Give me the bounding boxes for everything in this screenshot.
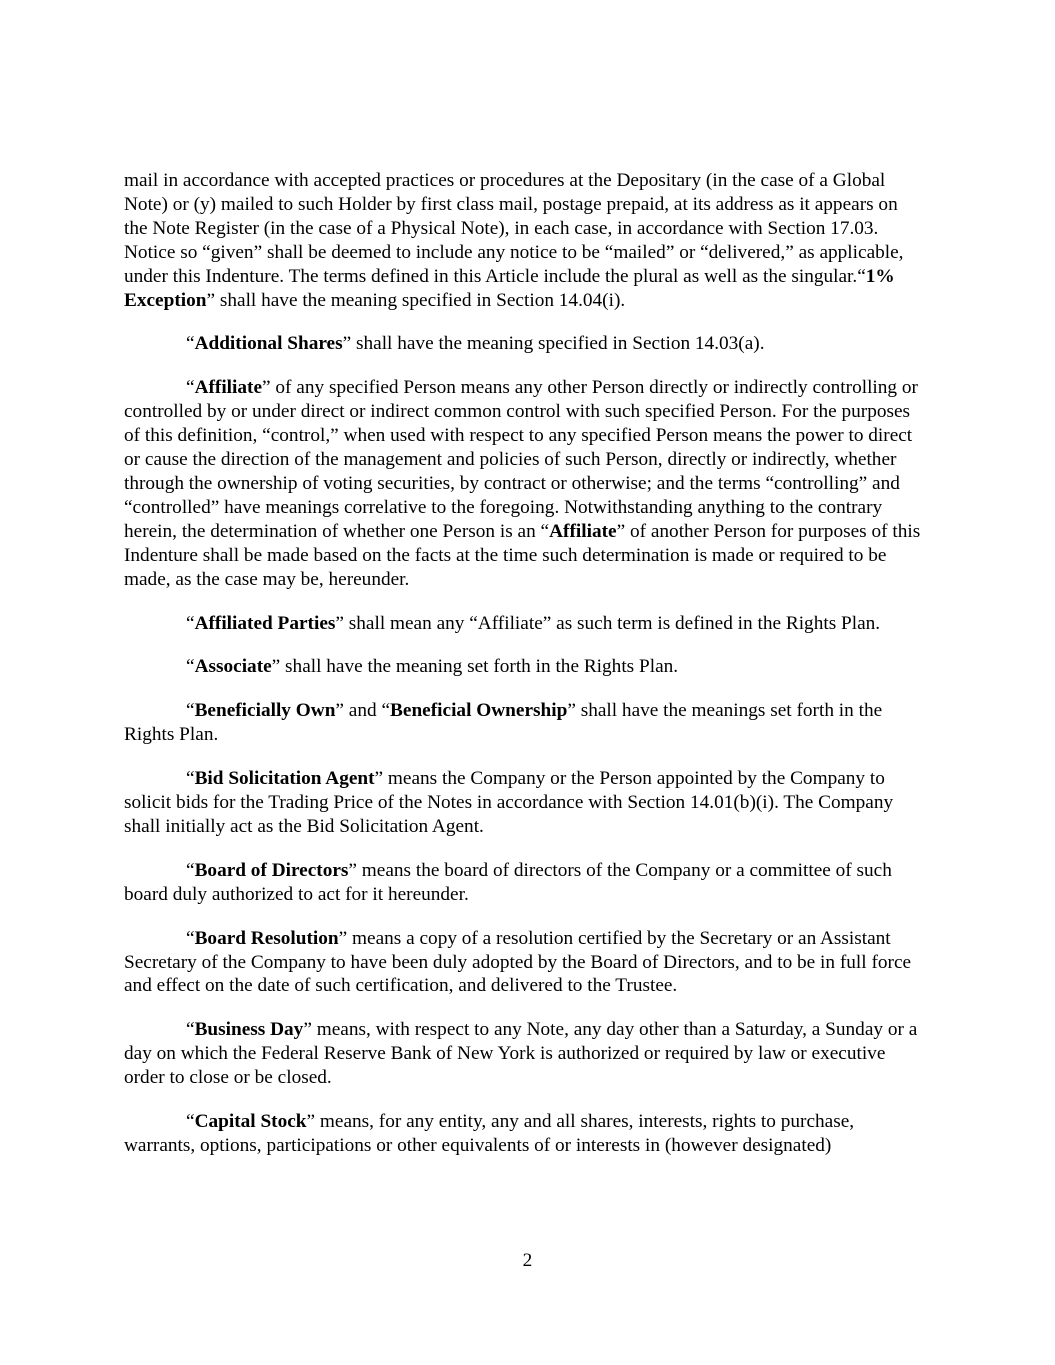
- paragraph-text: “: [186, 927, 195, 949]
- paragraph: [124, 927, 924, 999]
- paragraph: [124, 655, 924, 679]
- defined-term: Bid Solicitation Agent: [194, 768, 375, 790]
- defined-term: Beneficial Ownership: [390, 700, 568, 722]
- defined-term: 1% Exception: [124, 265, 895, 311]
- paragraph-text: ” shall have the meaning specified in Section 14.03(a).: [342, 333, 765, 355]
- paragraph-text: “: [186, 859, 195, 881]
- defined-term: Business Day: [194, 1019, 304, 1041]
- paragraph: [124, 699, 924, 747]
- paragraph: [124, 1018, 924, 1090]
- paragraph: [124, 332, 924, 356]
- defined-term: Capital Stock: [194, 1111, 307, 1133]
- paragraph-text: “: [186, 333, 195, 355]
- document-body: [124, 169, 924, 1178]
- paragraph-text: “: [186, 656, 195, 678]
- paragraph-text: ” shall have the meaning specified in Section 14.04(i).: [206, 289, 626, 311]
- paragraph-text: “: [186, 1019, 195, 1041]
- paragraph-text: “: [186, 612, 195, 634]
- paragraph-text: ” and “: [335, 700, 391, 722]
- defined-term: Additional Shares: [194, 333, 343, 355]
- paragraph-text: ” of another Person for purposes of this Indenture shall be made based on the facts at the time such determination is made or required to be made, as the case may be, hereunder.: [124, 520, 921, 590]
- paragraph-text: ” means the Company or the Person appointed by the Company to solicit bids for the Trading Price of the Notes in accordance with Section 14.01(b)(i). The Company shall initially act as the Bid Solicitation Agent.: [124, 768, 894, 837]
- paragraph: [124, 767, 924, 839]
- paragraph: [124, 1110, 924, 1158]
- defined-term: Beneficially Own: [194, 700, 336, 722]
- paragraph-text: ” shall have the meaning set forth in the Rights Plan.: [271, 656, 679, 678]
- defined-term: Affiliate: [194, 377, 263, 399]
- paragraph-text: ” means a copy of a resolution certified by the Secretary or an Assistant Secretary of the Company to have been duly adopted by the Board of Directors, and to be in full force and effect on the date of such certification, and delivered to the Trustee.: [124, 927, 912, 997]
- defined-term: Affiliated Parties: [194, 612, 336, 634]
- paragraph-text: ” shall mean any “Affiliate” as such term is defined in the Rights Plan.: [335, 612, 881, 634]
- paragraph-text: “: [186, 700, 195, 722]
- paragraph-text: “: [186, 1111, 195, 1133]
- paragraph: [124, 169, 924, 312]
- page-number: 2: [522, 1250, 533, 1271]
- paragraph: [124, 859, 924, 907]
- paragraph-text: “: [186, 768, 195, 790]
- defined-term: Board Resolution: [194, 927, 339, 949]
- paragraph-text: ” means the board of directors of the Company or a committee of such board duly authorized to act for it hereunder.: [124, 859, 892, 905]
- defined-term: Affiliate: [549, 520, 617, 542]
- paragraph-text: mail in accordance with accepted practices or procedures at the Depositary (in the case of a Global Note) or (y) mailed to such Holder by first class mail, postage prepaid, at its address as it appears on the Note Register (in the case of a Physical Note), in each case, in accordance with Section 17.03. Notice so “given” shall be deemed to include any notice to be “mailed” or “delivered,” as applicable, under this Indenture. The terms defined in this Article include the plural as well as the singular.“: [124, 170, 904, 287]
- paragraph-text: “: [186, 377, 195, 399]
- paragraph: [124, 612, 924, 636]
- paragraph-text: ” means, for any entity, any and all shares, interests, rights to purchase, warrants, options, participations or other equivalents of or interests in (however designated): [124, 1111, 855, 1156]
- paragraph-text: ” of any specified Person means any other Person directly or indirectly controlling or controlled by or under direct or indirect common control with such specified Person. For the purposes of this definition, “control,” when used with respect to any specified Person means the power to direct or cause the direction of the management and policies of such Person, directly or indirectly, whether through the ownership of voting securities, by contract or otherwise; and the terms “controlling” and “controlled” have meanings correlative to the foregoing. Notwithstanding anything to the contrary herein, the determination of whether one Person is an “: [124, 377, 918, 542]
- defined-term: Associate: [194, 656, 272, 678]
- paragraph-text: ” shall have the meanings set forth in the Rights Plan.: [124, 700, 883, 746]
- paragraph-text: ” means, with respect to any Note, any day other than a Saturday, a Sunday or a day on which the Federal Reserve Bank of New York is authorized or required by law or executive order to close or be closed.: [124, 1019, 918, 1089]
- paragraph: [124, 376, 924, 591]
- defined-term: Board of Directors: [194, 859, 349, 881]
